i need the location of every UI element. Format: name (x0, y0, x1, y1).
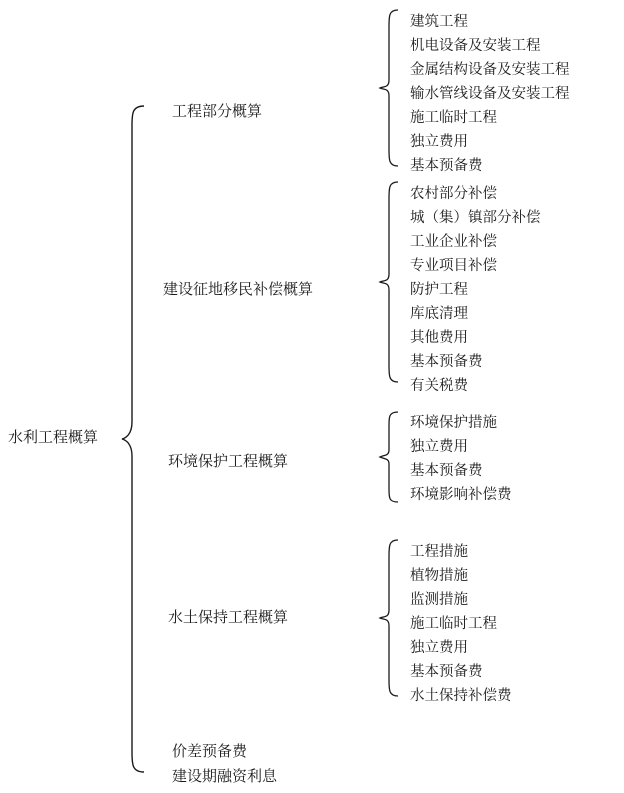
tail-list (172, 740, 277, 790)
group-label-4: 水土保持工程概算 (168, 610, 289, 626)
leaf-item: 库底清理 (410, 306, 468, 322)
leaf-list-1 (410, 10, 570, 178)
leaf-item: 独立费用 (410, 640, 468, 656)
group-label-2: 建设征地移民补偿概算 (163, 282, 314, 298)
leaf-item: 金属结构设备及安装工程 (410, 62, 570, 78)
leaf-item: 独立费用 (410, 439, 468, 455)
leaf-item: 专业项目补偿 (410, 258, 497, 274)
leaf-item: 基本预备费 (410, 664, 483, 680)
leaf-item: 城（集）镇部分补偿 (410, 210, 541, 226)
leaf-list-4 (410, 540, 512, 708)
leaf-item: 水土保持补偿费 (410, 688, 512, 704)
leaf-item: 工程措施 (410, 544, 468, 560)
leaf-list-3 (410, 411, 512, 507)
leaf-item: 工业企业补偿 (410, 234, 497, 250)
leaf-item: 基本预备费 (410, 158, 483, 174)
leaf-item: 环境影响补偿费 (410, 487, 512, 503)
leaf-item: 机电设备及安装工程 (410, 38, 541, 54)
leaf-item: 施工临时工程 (410, 616, 497, 632)
leaf-item: 监测措施 (410, 592, 468, 608)
root-brace (120, 104, 146, 774)
tail-item: 价差预备费 (172, 744, 248, 760)
leaf-item: 防护工程 (410, 282, 468, 298)
group-brace-4 (378, 538, 400, 698)
group-label-3: 环境保护工程概算 (168, 454, 289, 470)
group-label-1: 工程部分概算 (172, 104, 263, 120)
leaf-item: 植物措施 (410, 568, 468, 584)
leaf-item: 建筑工程 (410, 14, 468, 30)
group-brace-1 (378, 8, 400, 168)
root-label: 水利工程概算 (8, 430, 99, 446)
group-brace-2 (378, 180, 400, 384)
leaf-list-2 (410, 182, 541, 398)
leaf-item: 农村部分补偿 (410, 186, 497, 202)
leaf-item: 有关税费 (410, 378, 468, 394)
leaf-item: 环境保护措施 (410, 415, 497, 431)
group-brace-3 (378, 410, 400, 506)
leaf-item: 独立费用 (410, 134, 468, 150)
leaf-item: 其他费用 (410, 330, 468, 346)
leaf-item: 施工临时工程 (410, 110, 497, 126)
leaf-item: 输水管线设备及安装工程 (410, 86, 570, 102)
tail-item: 建设期融资利息 (172, 769, 278, 785)
leaf-item: 基本预备费 (410, 354, 483, 370)
leaf-item: 基本预备费 (410, 463, 483, 479)
